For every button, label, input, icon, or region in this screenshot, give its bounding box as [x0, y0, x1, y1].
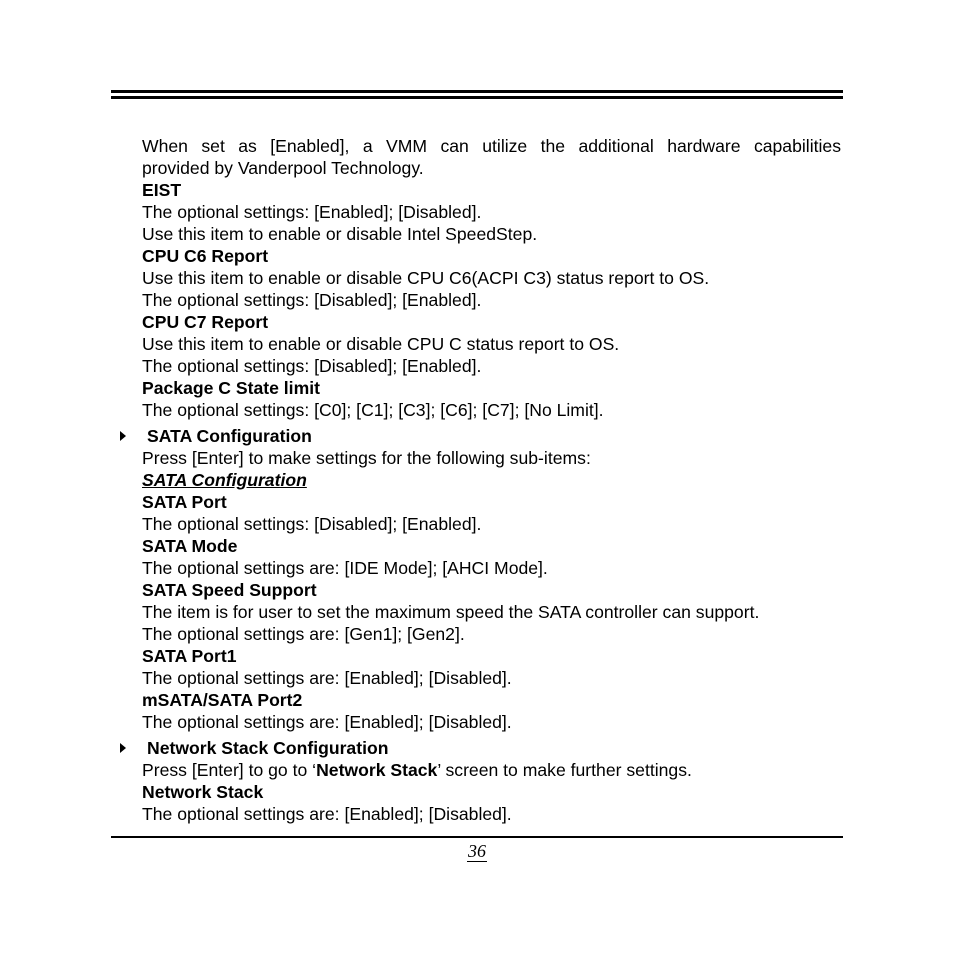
sata-port-title: SATA Port: [142, 492, 227, 512]
sata-port1-title: SATA Port1: [142, 646, 237, 666]
network-press-bold: Network Stack: [316, 760, 438, 780]
network-section-label: Network Stack Configuration: [147, 738, 389, 758]
network-stack-options: The optional settings are: [Enabled]; [Disabled].: [142, 804, 512, 824]
sata-press-enter: Press [Enter] to make settings for the following sub-items:: [142, 448, 591, 468]
sata-speed-title: SATA Speed Support: [142, 580, 317, 600]
sata-mode-options: The optional settings are: [IDE Mode]; [AHCI Mode].: [142, 558, 548, 578]
network-section-heading: [142, 737, 841, 759]
eist-description: Use this item to enable or disable Intel SpeedStep.: [142, 224, 538, 244]
network-press-post: ’ screen to make further settings.: [437, 760, 692, 780]
page-number: [0, 840, 954, 862]
intro-line-1: When set as [Enabled], a VMM can utilize the additional hardware capabilities: [142, 136, 841, 156]
arrow-bullet-icon: [120, 431, 126, 441]
sata-speed-description: The item is for user to set the maximum speed the SATA controller can support.: [142, 602, 760, 622]
msata-port2-title: mSATA/SATA Port2: [142, 690, 303, 710]
c6-title: CPU C6 Report: [142, 246, 269, 266]
header-rule: [111, 90, 843, 93]
eist-options: The optional settings: [Enabled]; [Disabled].: [142, 202, 482, 222]
footer-rule: [111, 836, 843, 838]
sata-mode-title: SATA Mode: [142, 536, 238, 556]
sata-section-label: SATA Configuration: [147, 426, 312, 446]
header-rule-second: [111, 96, 843, 99]
page-content: [142, 135, 841, 825]
sata-port-options: The optional settings: [Disabled]; [Enabled].: [142, 514, 482, 534]
network-stack-title: Network Stack: [142, 782, 264, 802]
c7-options: The optional settings: [Disabled]; [Enabled].: [142, 356, 482, 376]
sata-port1-options: The optional settings are: [Enabled]; [Disabled].: [142, 668, 512, 688]
c7-description: Use this item to enable or disable CPU C status report to OS.: [142, 334, 620, 354]
sata-subtitle: SATA Configuration: [142, 470, 307, 490]
c6-options: The optional settings: [Disabled]; [Enabled].: [142, 290, 482, 310]
arrow-bullet-icon: [120, 743, 126, 753]
network-press-enter: [142, 759, 841, 781]
intro-line-2: provided by Vanderpool Technology.: [142, 158, 424, 178]
c6-description: Use this item to enable or disable CPU C6(ACPI C3) status report to OS.: [142, 268, 710, 288]
page-number-text: 36: [468, 841, 486, 861]
eist-title: EIST: [142, 180, 182, 200]
msata-port2-options: The optional settings are: [Enabled]; [Disabled].: [142, 712, 512, 732]
package-c-state-options: The optional settings: [C0]; [C1]; [C3]; [C6]; [C7]; [No Limit].: [142, 400, 604, 420]
sata-speed-options: The optional settings are: [Gen1]; [Gen2].: [142, 624, 465, 644]
package-c-state-title: Package C State limit: [142, 378, 320, 398]
network-press-pre: Press [Enter] to go to ‘: [142, 760, 317, 780]
c7-title: CPU C7 Report: [142, 312, 269, 332]
sata-section-heading: [142, 425, 841, 447]
